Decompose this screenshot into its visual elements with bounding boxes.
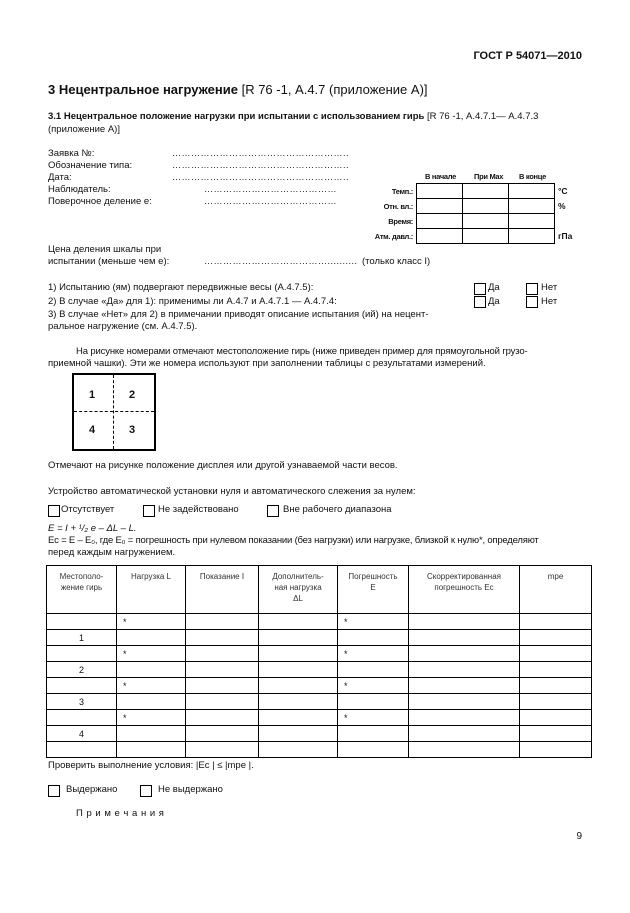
cond-cell[interactable] — [463, 184, 509, 199]
table-cell[interactable]: * — [117, 614, 186, 630]
table-cell[interactable] — [186, 726, 259, 742]
cond-label-temp: Темп.: — [391, 186, 413, 196]
cond-unit-time — [555, 214, 573, 229]
weight-positions-figure — [72, 373, 156, 451]
paragraph-line2: приемной чашки). Эти же номера используют при заполнении таблицы с результатами измерений. — [48, 358, 486, 369]
table-cell[interactable] — [186, 710, 259, 726]
cond-cell[interactable] — [463, 199, 509, 214]
type-label: Обозначение типа: — [48, 160, 133, 171]
page-number: 9 — [576, 831, 582, 842]
table-cell[interactable] — [259, 742, 338, 758]
cond-unit-pressure: гПа — [558, 231, 573, 241]
table-cell[interactable] — [259, 662, 338, 678]
col-mpe: mpe — [520, 566, 592, 614]
scale-label-2: испытании (меньше чем e): — [48, 256, 170, 267]
table-cell[interactable] — [259, 646, 338, 662]
table-cell[interactable] — [186, 694, 259, 710]
table-cell[interactable] — [186, 646, 259, 662]
cond-cell[interactable] — [509, 199, 555, 214]
out-of-range-checkbox[interactable] — [267, 505, 279, 517]
question-1: 1) Испытанию (ям) подвергают передвижные весы (А.4.7.5): — [48, 282, 314, 293]
q1-no-checkbox[interactable] — [526, 283, 538, 295]
table-cell[interactable] — [259, 630, 338, 646]
table-cell[interactable] — [47, 710, 117, 726]
q2-no-checkbox[interactable] — [526, 296, 538, 308]
application-field[interactable]: ……………………………………………….. — [172, 148, 350, 158]
conditions-table — [348, 183, 572, 244]
subsection-title: 3.1 Нецентральное положение нагрузки при испытании с использованием гирь [R 76 -1, А.4.7.1— А.4.7.3 (приложение А)] — [48, 111, 539, 135]
failed-checkbox[interactable] — [140, 785, 152, 797]
table-cell[interactable]: * — [117, 710, 186, 726]
table-cell[interactable] — [117, 694, 186, 710]
table-cell[interactable] — [47, 678, 117, 694]
table-cell[interactable] — [47, 614, 117, 630]
document-code: ГОСТ Р 54071—2010 — [473, 50, 582, 62]
table-row — [47, 694, 592, 710]
zero-device-title: Устройство автоматической установки нуля и автоматического слежения за нулем: — [48, 486, 416, 497]
table-row — [47, 646, 592, 662]
cond-cell[interactable] — [463, 214, 509, 229]
table-cell[interactable] — [338, 694, 409, 710]
date-field[interactable]: ……………………………………………….. — [172, 172, 350, 182]
col-indication: Показание I — [186, 566, 259, 614]
position-3: 3 — [129, 424, 136, 436]
paragraph-line1: На рисунке номерами отмечают местоположение гирь (ниже приведен пример для прямоугольной грузо- — [76, 346, 528, 357]
formula-line1: E = I + ¹/₂ e – ΔL – L. — [48, 523, 137, 534]
cond-cell[interactable] — [463, 229, 509, 244]
cond-unit-temp: °C — [558, 186, 568, 196]
table-cell[interactable] — [409, 678, 520, 694]
table-cell[interactable] — [186, 662, 259, 678]
table-cell[interactable] — [520, 710, 592, 726]
q2-yes-label: Да — [488, 296, 500, 307]
table-cell[interactable] — [338, 662, 409, 678]
failed-label: Не выдержано — [158, 784, 223, 795]
table-cell[interactable] — [117, 726, 186, 742]
table-cell[interactable] — [409, 630, 520, 646]
table-cell[interactable]: * — [338, 614, 409, 630]
q1-yes-label: Да — [488, 282, 500, 293]
col-corrected-error: Скорректированная погрешность Eс — [409, 566, 520, 614]
table-row — [47, 726, 592, 742]
table-cell[interactable] — [520, 614, 592, 630]
formula-line2: Eс = E – E₀, где E₀ = погрешность при нулевом показании (без нагрузки) или нагрузке, близкой к нулю*, определяют — [48, 535, 539, 546]
table-row — [47, 742, 592, 758]
table-cell[interactable] — [259, 694, 338, 710]
table-cell[interactable] — [186, 742, 259, 758]
table-cell[interactable] — [117, 662, 186, 678]
section-title: 3 Нецентральное нагружение [R 76 -1, А.4.7 (приложение А)] — [48, 82, 428, 97]
table-cell[interactable] — [520, 662, 592, 678]
cond-cell[interactable] — [417, 214, 463, 229]
table-cell[interactable] — [409, 646, 520, 662]
table-cell[interactable] — [409, 710, 520, 726]
table-cell[interactable] — [520, 630, 592, 646]
table-cell[interactable] — [409, 742, 520, 758]
check-condition: Проверить выполнение условия: |Eс | ≤ |mpe |. — [48, 760, 254, 771]
q1-yes-checkbox[interactable] — [474, 283, 486, 295]
table-cell[interactable] — [186, 630, 259, 646]
not-engaged-label: Не задействовано — [158, 504, 239, 515]
out-of-range-label: Вне рабочего диапазона — [283, 504, 392, 515]
passed-checkbox[interactable] — [48, 785, 60, 797]
question-3-line2: ральное нагружение (см. А.4.7.5). — [48, 321, 198, 332]
col-end: В конце — [519, 172, 546, 181]
table-row — [47, 678, 592, 694]
table-row — [47, 662, 592, 678]
table-cell[interactable]: * — [338, 646, 409, 662]
table-cell[interactable] — [259, 614, 338, 630]
table-cell[interactable] — [47, 742, 117, 758]
table-cell[interactable] — [338, 630, 409, 646]
cond-cell[interactable] — [509, 229, 555, 244]
q2-yes-checkbox[interactable] — [474, 296, 486, 308]
position-2: 2 — [129, 389, 136, 401]
cond-cell[interactable] — [417, 199, 463, 214]
not-engaged-checkbox[interactable] — [143, 505, 155, 517]
table-cell[interactable] — [520, 694, 592, 710]
application-label: Заявка №: — [48, 148, 95, 159]
table-cell[interactable] — [259, 710, 338, 726]
table-row — [47, 630, 592, 646]
table-cell[interactable] — [520, 742, 592, 758]
table-cell[interactable]: 3 — [47, 694, 117, 710]
position-1: 1 — [89, 389, 96, 401]
col-max: При Max — [474, 172, 504, 181]
type-field[interactable]: ……………………………………………….. — [172, 160, 350, 170]
scale-note: (только класс I) — [362, 256, 431, 267]
table-row — [47, 710, 592, 726]
table-cell[interactable] — [117, 630, 186, 646]
scale-field[interactable]: ………………………………….......... — [204, 256, 358, 266]
table-cell[interactable] — [520, 646, 592, 662]
results-table — [46, 565, 592, 758]
table-cell[interactable] — [520, 678, 592, 694]
question-3-line1: 3) В случае «Нет» для 2) в примечании приводят описание испытания (ий) на нецент- — [48, 309, 429, 320]
table-cell[interactable]: * — [338, 710, 409, 726]
table-cell[interactable] — [409, 694, 520, 710]
scale-label-1: Цена деления шкалы при — [48, 244, 162, 255]
table-cell[interactable]: 2 — [47, 662, 117, 678]
cond-cell[interactable] — [509, 184, 555, 199]
table-cell[interactable] — [338, 742, 409, 758]
formula-line3: перед каждым нагружением. — [48, 547, 176, 558]
observer-label: Наблюдатель: — [48, 184, 111, 195]
q2-no-label: Нет — [541, 296, 558, 307]
position-4: 4 — [89, 424, 96, 436]
cond-cell[interactable] — [417, 184, 463, 199]
col-additional-load: Дополнитель- ная нагрузка ΔL — [259, 566, 338, 614]
col-error: Погрешность E — [338, 566, 409, 614]
display-note: Отмечают на рисунке положение дисплея или другой узнаваемой части весов. — [48, 460, 398, 471]
table-row — [47, 614, 592, 630]
table-cell[interactable] — [520, 726, 592, 742]
passed-label: Выдержано — [66, 784, 118, 795]
table-cell[interactable] — [338, 726, 409, 742]
cond-label-pressure: Атм. давл.: — [374, 231, 413, 241]
table-cell[interactable] — [409, 662, 520, 678]
table-cell[interactable] — [259, 726, 338, 742]
table-cell[interactable]: 1 — [47, 630, 117, 646]
table-cell[interactable]: * — [338, 678, 409, 694]
cond-label-humidity: Отн. вл.: — [383, 201, 413, 211]
verification-label: Поверочное деление e: — [48, 196, 152, 207]
table-cell[interactable]: * — [117, 646, 186, 662]
verification-field[interactable]: …………………………………… — [204, 196, 337, 206]
cond-cell[interactable] — [417, 229, 463, 244]
cond-label-time: Время: — [388, 216, 413, 226]
absent-label: Отсутствует — [61, 504, 115, 515]
col-load: Нагрузка L — [117, 566, 186, 614]
table-cell[interactable]: * — [117, 678, 186, 694]
observer-field[interactable]: …………………………………… — [204, 184, 337, 194]
cond-cell[interactable] — [509, 214, 555, 229]
cond-unit-humidity: % — [558, 201, 566, 211]
table-cell[interactable]: 4 — [47, 726, 117, 742]
table-cell[interactable] — [259, 678, 338, 694]
table-cell[interactable] — [186, 678, 259, 694]
absent-checkbox[interactable] — [48, 505, 60, 517]
date-label: Дата: — [48, 172, 72, 183]
table-cell[interactable] — [409, 726, 520, 742]
q1-no-label: Нет — [541, 282, 558, 293]
table-cell[interactable] — [409, 614, 520, 630]
notes-title: П р и м е ч а н и я — [76, 808, 165, 819]
table-cell[interactable] — [117, 742, 186, 758]
table-cell[interactable] — [186, 614, 259, 630]
col-start: В начале — [425, 172, 456, 181]
question-2: 2) В случае «Да» для 1): применимы ли А.4.7 и А.4.7.1 — А.4.7.4: — [48, 296, 337, 307]
table-cell[interactable] — [47, 646, 117, 662]
col-position: Местополо- жение гирь — [47, 566, 117, 614]
